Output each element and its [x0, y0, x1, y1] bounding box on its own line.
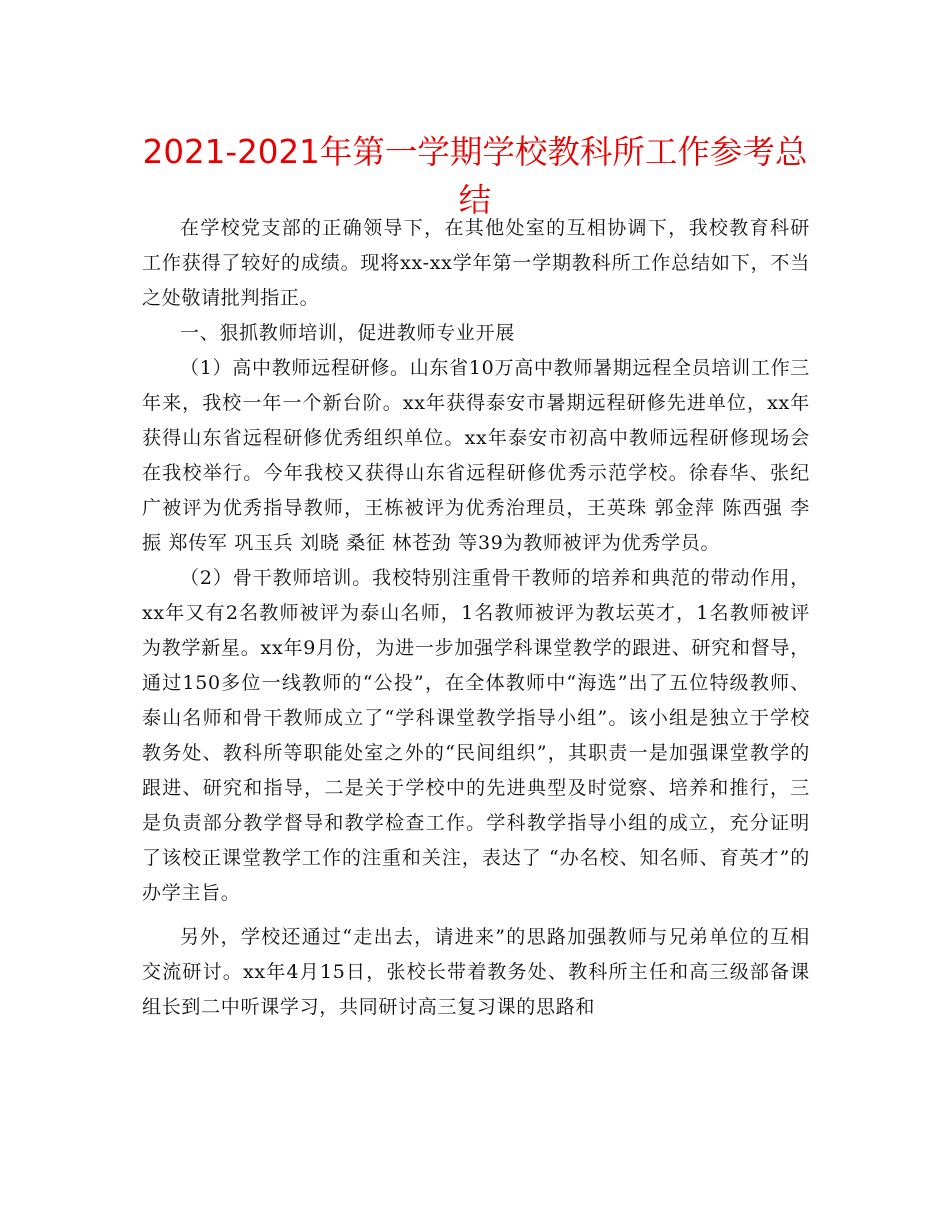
section-heading: 一、狠抓教师培训，促进教师专业开展 [180, 322, 515, 344]
document-body [142, 211, 810, 1025]
paragraph-exchange: 另外，学校还通过“走出去，请进来”的思路加强教师与兄弟单位的互相交流研讨。xx年4月15日，张校长带着教务处、教科所主任和高三级部备课组长到二中听课学习，共同研讨高三复习课的思路和 [142, 926, 810, 1018]
intro-paragraph: 在学校党支部的正确领导下，在其他处室的互相协调下，我校教育科研工作获得了较好的成绩。现将xx-xx学年第一学期教科所工作总结如下，不当之处敬请批判指正。 [142, 217, 810, 309]
document-title: 2021-2021年第一学期学校教科所工作参考总结 [142, 133, 808, 219]
paragraph-backbone-training: （2）骨干教师培训。我校特别注重骨干教师的培养和典范的带动作用，xx年又有2名教师被评为泰山名师，1名教师被评为教坛英才，1名教师被评为教学新星。xx年9月份，为进一步加强学科课堂教学的跟进、研究和督导，通过150多位一线教师的“公投”，在全体教师中“海选”出了五位特级教师、泰山名师和骨干教师成立了“学科课堂教学指导小组”。该小组是独立于学校教务处、教科所等职能处室之外的“民间组织”，其职责一是加强课堂教学的跟进、研究和指导，二是关于学校中的先进典型及时觉察、培养和推行，三是负责部分教学督导和教学检查工作。学科教学指导小组的成立，充分证明了该校正课堂教学工作的注重和关注，表达了 “办名校、知名师、育英才”的办学主旨。 [142, 567, 810, 904]
paragraph-remote-training: （1）高中教师远程研修。山东省10万高中教师暑期远程全员培训工作三年来，我校一年一个新台阶。xx年获得泰安市暑期远程研修先进单位，xx年获得山东省远程研修优秀组织单位。xx年泰安市初高中教师远程研修现场会在我校举行。今年我校又获得山东省远程研修优秀示范学校。徐春华、张纪广被评为优秀指导教师，王栋被评为优秀治理员，王英珠 郭金萍 陈西强 李振 郑传军 巩玉兵 刘晓 桑征 林苍劲 等39为教师被评为优秀学员。 [142, 357, 810, 554]
